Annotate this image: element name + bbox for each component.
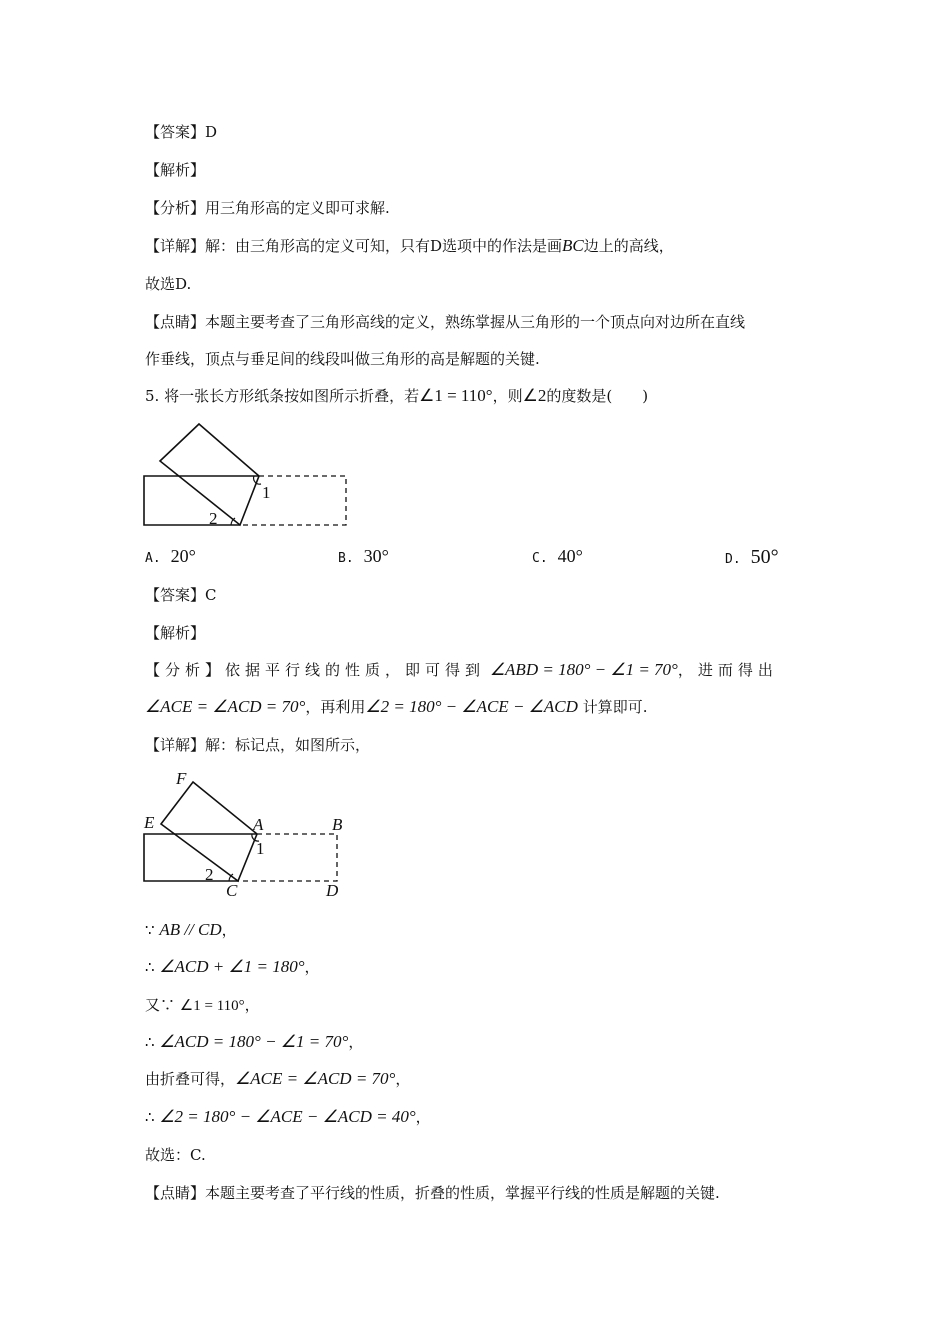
choose-line: 故选D. bbox=[145, 275, 192, 293]
step-1-suffix: ， bbox=[221, 921, 237, 939]
step-2-math: ∠ACD + ∠1 = 180° bbox=[159, 957, 305, 976]
step-4 bbox=[145, 1032, 363, 1052]
step-2-prefix: ∴ bbox=[145, 958, 160, 976]
option-a-value: 20° bbox=[170, 546, 196, 566]
fig2-label-1: 1 bbox=[256, 839, 265, 858]
label-C: C bbox=[226, 881, 238, 900]
step-5 bbox=[145, 1069, 410, 1089]
step-2-suffix: ， bbox=[304, 958, 320, 976]
option-a-label: A. bbox=[145, 551, 161, 566]
step-5-prefix: 由折叠可得， bbox=[145, 1070, 236, 1088]
answer-value-2: C bbox=[205, 586, 217, 604]
label-A: A bbox=[253, 815, 264, 834]
step-1-prefix: ∵ bbox=[145, 921, 160, 939]
strip2-right-dashed bbox=[238, 834, 337, 881]
label-E: E bbox=[144, 813, 155, 832]
analysis-tag: 【分析】 bbox=[145, 199, 206, 217]
step-3-prefix: 又∵ bbox=[145, 996, 180, 1014]
step-3-math: ∠1 = 110° bbox=[179, 998, 245, 1014]
detail-text-a: 解：由三角形高的定义可知，只有D选项中的作法是画 bbox=[205, 237, 563, 255]
detail-math: BC bbox=[562, 236, 584, 255]
option-b-value: 30° bbox=[363, 546, 389, 566]
label-B: B bbox=[332, 815, 343, 834]
answer-tag-2: 【答案】 bbox=[145, 586, 206, 604]
option-a[interactable] bbox=[145, 546, 196, 567]
detail-tag-2: 【详解】 bbox=[145, 736, 206, 754]
step-3-suffix: ， bbox=[244, 996, 260, 1014]
detail-tag: 【详解】 bbox=[145, 237, 206, 255]
analysis-heading: 【解析】 bbox=[145, 161, 206, 179]
analysis-math-2b: ∠ACE = ∠ACD = 70° bbox=[145, 697, 306, 716]
label-F: F bbox=[176, 769, 187, 788]
option-c-value: 40° bbox=[557, 546, 583, 566]
comment-line-3 bbox=[145, 1183, 720, 1203]
question-ask: ∠2 bbox=[522, 386, 547, 405]
question-text-c: 的度数是( ) bbox=[546, 387, 649, 405]
analysis-text-2c: ，再利用 bbox=[305, 698, 366, 716]
comment-line-1 bbox=[145, 312, 745, 332]
step-6-suffix: ， bbox=[415, 1108, 431, 1126]
option-c-label: C. bbox=[532, 551, 548, 566]
comment-tag-2: 【点睛】 bbox=[145, 1184, 206, 1202]
step-1 bbox=[145, 920, 237, 940]
step-3 bbox=[145, 995, 260, 1016]
analysis-line bbox=[145, 198, 390, 218]
comment-tag: 【点睛】 bbox=[145, 313, 206, 331]
analysis-math-2a: ∠ABD = 180° − ∠1 = 70° bbox=[489, 660, 678, 679]
analysis-line-2a bbox=[145, 660, 778, 680]
question-5 bbox=[145, 386, 648, 406]
option-d[interactable] bbox=[725, 546, 779, 569]
option-c[interactable] bbox=[532, 546, 583, 567]
answer-tag: 【答案】 bbox=[145, 123, 206, 141]
step-4-suffix: ， bbox=[348, 1033, 364, 1051]
step-6 bbox=[145, 1107, 431, 1127]
answer-line bbox=[145, 122, 217, 142]
analysis-text: 用三角形高的定义即可求解. bbox=[205, 199, 390, 217]
strip-left-solid bbox=[144, 476, 259, 525]
analysis-heading-2: 【解析】 bbox=[145, 624, 206, 642]
option-d-value: 50° bbox=[750, 546, 779, 568]
detail-line-2 bbox=[145, 735, 370, 755]
analysis-text-2a: 依据平行线的性质，即可得到 bbox=[225, 661, 486, 679]
analysis-math-2c: ∠2 = 180° − ∠ACE − ∠ACD bbox=[365, 697, 578, 716]
answer-line-2 bbox=[145, 585, 217, 605]
detail-text-b: 边上的高线， bbox=[583, 237, 674, 255]
comment-text-1: 本题主要考查了三角形高线的定义，熟练掌握从三角形的一个顶点向对边所在直线 bbox=[205, 313, 746, 331]
fig2-label-2: 2 bbox=[205, 865, 214, 884]
analysis-tag-2: 【分析】 bbox=[145, 661, 226, 679]
step-5-suffix: ， bbox=[395, 1070, 411, 1088]
label-D: D bbox=[326, 881, 339, 900]
question-text-b: ，则 bbox=[492, 387, 523, 405]
fig1-label-2: 2 bbox=[209, 509, 218, 528]
step-1-math: AB // CD bbox=[159, 920, 222, 939]
comment-text-2: 本题主要考查了平行线的性质，折叠的性质，掌握平行线的性质是解题的关键. bbox=[205, 1184, 720, 1202]
step-2 bbox=[145, 957, 320, 977]
comment-line-2: 作垂线，顶点与垂足间的线段叫做三角形的高是解题的关键. bbox=[145, 350, 540, 368]
option-d-label: D. bbox=[725, 552, 741, 567]
step-4-prefix: ∴ bbox=[145, 1033, 160, 1051]
step-6-prefix: ∴ bbox=[145, 1108, 160, 1126]
detail-text-2: 解：标记点，如图所示， bbox=[205, 736, 371, 754]
fig1-label-1: 1 bbox=[262, 483, 271, 502]
analysis-text-2d: 计算即可. bbox=[582, 698, 648, 716]
step-6-math: ∠2 = 180° − ∠ACE − ∠ACD = 40° bbox=[159, 1107, 416, 1126]
question-text-a: 5. 将一张长方形纸条按如图所示折叠，若 bbox=[145, 387, 420, 405]
analysis-text-2b: ，进而得出 bbox=[677, 661, 778, 679]
option-b-label: B. bbox=[338, 551, 354, 566]
analysis-line-2b bbox=[145, 697, 647, 717]
answer-value: D bbox=[205, 123, 218, 141]
fold-figure-1 bbox=[140, 418, 355, 533]
choose-line-2: 故选：C. bbox=[145, 1146, 206, 1164]
question-cond: ∠1 = 110° bbox=[419, 386, 493, 405]
step-5-math: ∠ACE = ∠ACD = 70° bbox=[235, 1069, 396, 1088]
step-4-math: ∠ACD = 180° − ∠1 = 70° bbox=[159, 1032, 349, 1051]
option-b[interactable] bbox=[338, 546, 389, 567]
detail-line bbox=[145, 236, 674, 256]
fold-figure-2 bbox=[138, 768, 358, 903]
